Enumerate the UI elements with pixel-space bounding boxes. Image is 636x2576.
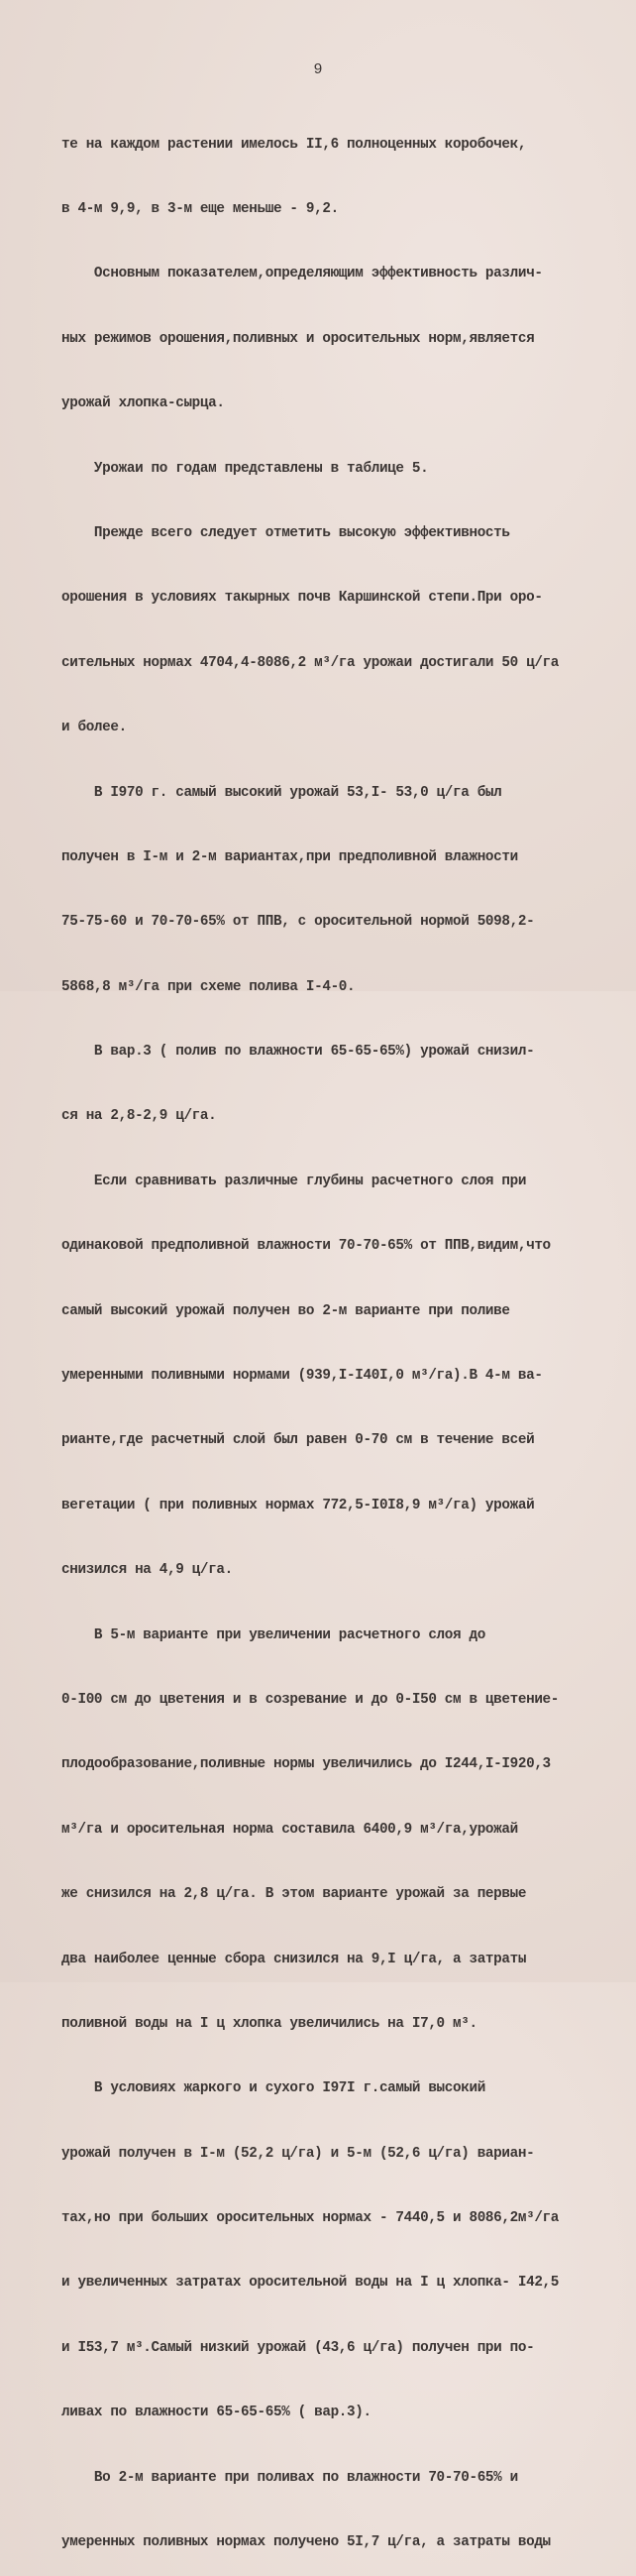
text-line: и увеличенных затратах оросительной воды на I ц хлопка- I42,5 <box>61 2275 560 2292</box>
text-line: В I970 г. самый высокий урожай 53,I- 53,0 ц/га был <box>61 784 502 801</box>
text-line: те на каждом растении имелось II,6 полноценных коробочек, <box>61 136 527 153</box>
text-line: ся на 2,8-2,9 ц/га. <box>61 1108 217 1125</box>
text-line: поливной воды на I ц хлопка увеличились на I7,0 м³. <box>61 2015 477 2032</box>
text-line: м³/га и оросительная норма составила 6400,9 м³/га,урожай <box>61 1821 518 1838</box>
text-line: тах,но при больших оросительных нормах - 7440,5 и 8086,2м³/га <box>61 2210 560 2227</box>
text-line: вегетации ( при поливных нормах 772,5-I0I8,9 м³/га) урожай <box>61 1497 535 1513</box>
text-line: же снизился на 2,8 ц/га. В этом варианте урожай за первые <box>61 1886 527 1903</box>
text-line: самый высокий урожай получен во 2-м варианте при поливе <box>61 1302 510 1319</box>
text-line: и более. <box>61 720 127 736</box>
text-line: урожай хлопка-сырца. <box>61 395 225 412</box>
text-line: Если сравнивать различные глубины расчетного слоя при <box>61 1173 527 1189</box>
text-line: рианте,где расчетный слой был равен 0-70 см в течение всей <box>61 1432 535 1449</box>
text-line: Урожаи по годам представлены в таблице 5. <box>61 460 429 477</box>
text-line: в 4-м 9,9, в 3-м еще меньше - 9,2. <box>61 200 339 217</box>
page-number: 9 <box>313 61 323 78</box>
text-line: ных режимов орошения,поливных и оросительных норм,является <box>61 330 535 347</box>
text-line: умеренными поливными нормами (939,I-I40I,0 м³/га).В 4-м ва- <box>61 1368 543 1385</box>
text-line: сительных нормах 4704,4-8086,2 м³/га урожаи достигали 50 ц/га <box>61 654 560 671</box>
text-line: Основным показателем,определяющим эффективность различ- <box>61 266 543 282</box>
body-text <box>61 91 616 2576</box>
text-line: урожай получен в I-м (52,2 ц/га) и 5-м (52,6 ц/га) вариан- <box>61 2145 535 2162</box>
text-line: 5868,8 м³/га при схеме полива I-4-0. <box>61 978 356 995</box>
text-line: получен в I-м и 2-м вариантах,при предполивной влажности <box>61 848 518 865</box>
text-line: Прежде всего следует отметить высокую эффективность <box>61 524 510 541</box>
text-line: два наиболее ценные сбора снизился на 9,I ц/га, а затраты <box>61 1951 527 1967</box>
text-line: орошения в условиях такырных почв Каршинской степи.При оро- <box>61 590 543 607</box>
text-line: Во 2-м варианте при поливах по влажности 70-70-65% и <box>61 2469 518 2486</box>
text-line: 0-I00 см до цветения и в созревание и до 0-I50 см в цветение- <box>61 1691 560 1708</box>
text-line: 75-75-60 и 70-70-65% от ППВ, с оросительной нормой 5098,2- <box>61 914 535 931</box>
text-line: одинаковой предполивной влажности 70-70-65% от ППВ,видим,что <box>61 1238 551 1255</box>
text-line: В условиях жаркого и сухого I97I г.самый высокий <box>61 2080 485 2097</box>
text-line: умеренных поливных нормах получено 5I,7 ц/га, а затраты воды <box>61 2534 551 2551</box>
text-line: снизился на 4,9 ц/га. <box>61 1562 233 1579</box>
text-line: В 5-м варианте при увеличении расчетного слоя до <box>61 1626 485 1643</box>
text-line: плодообразование,поливные нормы увеличились до I244,I-I920,3 <box>61 1756 551 1773</box>
text-line: и I53,7 м³.Самый низкий урожай (43,6 ц/га) получен при по- <box>61 2339 535 2356</box>
text-line: В вар.3 ( полив по влажности 65-65-65%) урожай снизил- <box>61 1044 535 1061</box>
text-line: ливах по влажности 65-65-65% ( вар.3). <box>61 2405 371 2421</box>
